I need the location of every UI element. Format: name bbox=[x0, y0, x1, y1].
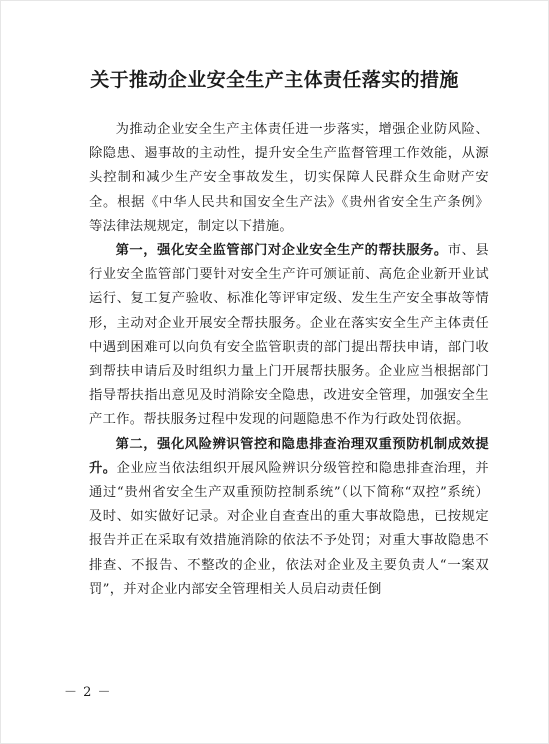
section-2-text: 企业应当依法组织开展风险辨识分级管控和隐患排查治理，并通过“贵州省安全生产双重预防控制系统”（以下简称“双控”系统）及时、如实做好记录。对企业自查查出的重大事故隐患，已按规定报告并正在采取有效措施消除的依法不予处罚；对重大事故隐患不排查、不报告、不整改的企业，依法对企业及主要负责人“一案双罚”，并对企业内部安全管理相关人员启动责任倒 bbox=[89, 460, 489, 597]
section-2-paragraph bbox=[89, 433, 489, 602]
intro-paragraph: 为推动企业安全生产主体责任进一步落实，增强企业防风险、除隐患、遏事故的主动性，提升安全生产监督管理工作效能，从源头控制和减少生产安全事故发生，切实保障人民群众生命财产安全。根据《中华人民共和国安全生产法》《贵州省安全生产条例》等法律法规规定，制定以下措施。 bbox=[89, 122, 489, 234]
document-title: 关于推动企业安全生产主体责任落实的措施 bbox=[90, 69, 459, 91]
page-number: － 2 － bbox=[64, 685, 112, 700]
section-1-text: 市、县行业安全监管部门要针对安全生产许可颁证前、高危企业新开业试运行、复工复产验收、标准化等评审定级、发生生产安全事故等情形，主动对企业开展安全帮扶服务。企业在落实安全生产主体责任中遇到困难可以向负有安全监管职责的部门提出帮扶申请，部门收到帮扶申请后及时组织力量上门开展帮扶服务。企业应当根据部门指导帮扶指出意见及时消除安全隐患，改进安全管理，加强安全生产工作。帮扶服务过程中发现的问题隐患不作为行政处罚依据。 bbox=[89, 243, 489, 428]
section-1-heading: 第一，强化安全监管部门对企业安全生产的帮扶服务。 bbox=[115, 243, 448, 259]
section-2-heading: 第二，强化风险辨识管控和隐患排查治理双重预防机制成效提升。 bbox=[89, 436, 489, 476]
document-body bbox=[89, 118, 489, 602]
section-1-paragraph bbox=[89, 239, 489, 433]
